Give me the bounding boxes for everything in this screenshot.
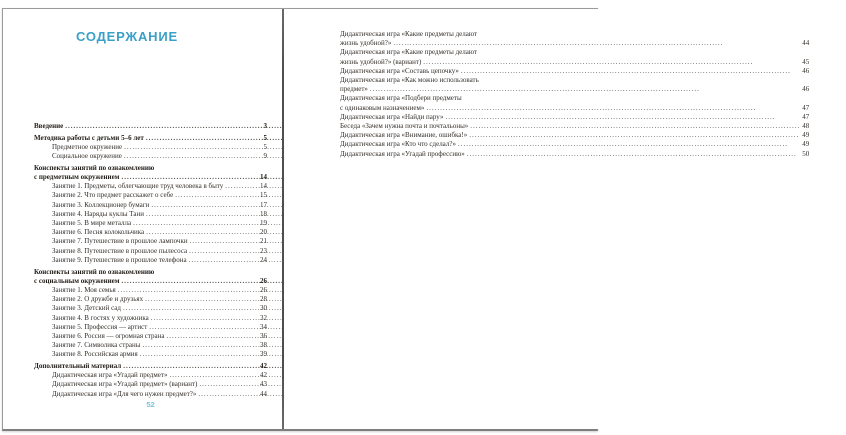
- toc-dotted-leader: [426, 104, 800, 113]
- toc-label: жизнь удобной?»: [340, 39, 392, 48]
- toc-page: 32: [260, 313, 267, 322]
- toc-page: 23: [260, 246, 267, 255]
- left-page: [3, 9, 282, 429]
- toc-row: [34, 332, 267, 341]
- toc-page: 48: [802, 122, 810, 131]
- toc-row: [34, 219, 267, 228]
- toc-label: Дидактическая игра «Какие предметы делают: [340, 30, 478, 38]
- toc-dotted-leader: [189, 256, 258, 265]
- toc-label: Дидактическая игра «Какие предметы делают: [340, 48, 478, 57]
- toc-row: [34, 323, 267, 332]
- toc-dotted-leader: [423, 58, 800, 67]
- toc-page: 18: [260, 209, 267, 218]
- toc-page: 43: [260, 380, 267, 389]
- toc-label: жизнь удобной?» (вариант): [340, 57, 422, 66]
- toc-row: [34, 341, 267, 350]
- toc-row: [340, 122, 809, 131]
- toc-page: 26: [260, 276, 267, 285]
- toc-dotted-leader: [370, 85, 800, 94]
- toc-dotted-leader: [467, 150, 800, 159]
- toc-page: 30: [260, 304, 267, 313]
- toc-page: 38: [260, 341, 267, 350]
- toc-label: Занятие 6. Песня колокольчика: [52, 228, 145, 237]
- toc-row: [34, 173, 267, 182]
- toc-row: [34, 134, 267, 143]
- toc-page: 46: [802, 85, 810, 94]
- toc-label: Дидактическая игра «Составь цепочку»: [340, 66, 459, 75]
- toc-dotted-leader: [458, 140, 800, 149]
- toc-row: [34, 122, 267, 131]
- toc-page: 42: [260, 362, 267, 371]
- toc-row: [34, 362, 267, 371]
- toc-label: Дидактическая игра «Угадай предмет» (вариант): [52, 380, 198, 389]
- toc-label: Занятие 3. Детский сад: [52, 304, 121, 313]
- toc-row: [340, 150, 809, 159]
- toc-label: с социальным окружением: [34, 276, 120, 285]
- toc-dotted-leader: [151, 201, 258, 210]
- toc-dotted-leader: [124, 143, 261, 152]
- toc-label: Дидактическая игра «Как можно использовать: [340, 76, 479, 85]
- toc-label: предмет»: [340, 85, 368, 94]
- toc-page: 44: [802, 39, 810, 48]
- toc-label: Методика работы с детьми 5–6 лет: [34, 133, 144, 142]
- toc-dotted-leader: [190, 237, 258, 246]
- toc-dotted-leader: [123, 362, 258, 371]
- toc-label: Конспекты занятий по ознакомлению: [34, 163, 155, 172]
- toc-page: 15: [260, 191, 267, 200]
- toc-dotted-leader: [470, 122, 800, 131]
- toc-dotted-leader: [146, 228, 258, 237]
- toc-label: Занятие 8. Путешествие в прошлое пылесоса: [52, 246, 188, 255]
- toc-label: Дидактическая игра «Кто что сделал?»: [340, 140, 456, 149]
- toc-label: с предметным окружением: [34, 173, 120, 182]
- toc-page: 34: [260, 322, 267, 331]
- toc-dotted-leader: [151, 314, 258, 323]
- toc-row: [34, 247, 267, 256]
- toc-row: [34, 210, 267, 219]
- toc-row: [34, 164, 267, 173]
- toc-dotted-leader: [140, 350, 258, 359]
- toc-label: Конспекты занятий по ознакомлению: [34, 267, 155, 276]
- toc-page: 49: [802, 131, 810, 140]
- toc-row: [34, 277, 267, 286]
- toc-dotted-leader: [189, 247, 258, 256]
- contents-title: СОДЕРЖАНИЕ: [76, 29, 178, 44]
- toc-label: Занятие 7. Путешествие в прошлое лампочки: [52, 237, 188, 246]
- page-number-folio: 52: [146, 400, 155, 409]
- toc-label: Занятие 1. Предметы, облегчающие труд человека в быту: [52, 182, 224, 191]
- toc-row: [340, 76, 809, 85]
- toc-dotted-leader: [124, 152, 262, 161]
- toc-row: [340, 30, 809, 39]
- toc-page: 46: [802, 66, 810, 75]
- toc-row: [34, 237, 267, 246]
- toc-page: 19: [260, 219, 267, 228]
- toc-label: с одинаковым назначением»: [340, 103, 425, 112]
- toc-dotted-leader: [445, 113, 800, 122]
- toc-label: Занятие 2. О дружбе и друзьях: [52, 295, 144, 304]
- toc-label: Предметное окружение: [52, 142, 123, 151]
- toc-row: [34, 314, 267, 323]
- toc-dotted-leader: [169, 371, 258, 380]
- toc-page: 42: [260, 371, 267, 380]
- toc-row: [34, 295, 267, 304]
- right-toc: [284, 30, 846, 159]
- toc-page: 28: [260, 295, 267, 304]
- toc-page: 24: [260, 255, 267, 264]
- toc-label: Занятие 8. Российская армия: [52, 350, 138, 359]
- toc-label: Дидактическая игра «Найди пару»: [340, 112, 444, 121]
- toc-label: Занятие 5. Профессия — артист: [52, 322, 148, 331]
- toc-row: [34, 371, 267, 380]
- toc-row: [340, 131, 809, 140]
- toc-row: [340, 58, 809, 67]
- toc-dotted-leader: [118, 286, 258, 295]
- toc-dotted-leader: [122, 277, 258, 286]
- toc-row: [34, 286, 267, 295]
- toc-page: 49: [802, 140, 810, 149]
- toc-dotted-leader: [123, 304, 258, 313]
- toc-row: [340, 67, 809, 76]
- toc-dotted-leader: [469, 131, 800, 140]
- toc-label: Занятие 4. В гостях у художника: [52, 313, 149, 322]
- toc-label: Дидактическая игра «Для чего нужен предмет?»: [52, 389, 197, 398]
- toc-dotted-leader: [167, 332, 258, 341]
- toc-label: Занятие 4. Наряды куклы Тани: [52, 209, 144, 218]
- toc-row: [34, 191, 267, 200]
- toc-label: Беседа «Зачем нужна почта и почтальоны»: [340, 122, 469, 131]
- toc-row: [340, 48, 809, 57]
- toc-dotted-leader: [142, 341, 258, 350]
- toc-page: 44: [260, 389, 267, 398]
- toc-dotted-leader: [146, 210, 258, 219]
- toc-row: [34, 380, 267, 389]
- toc-row: [34, 350, 267, 359]
- toc-page: 5: [263, 133, 267, 142]
- toc-dotted-leader: [149, 323, 258, 332]
- toc-page: 45: [802, 57, 810, 66]
- book-spread: [2, 8, 810, 431]
- toc-page: 3: [263, 122, 267, 130]
- toc-page: 36: [260, 331, 267, 340]
- toc-label: Социальное окружение: [52, 152, 122, 161]
- toc-page: 47: [802, 112, 810, 121]
- toc-label: Введение: [34, 122, 64, 130]
- toc-page: 47: [802, 103, 810, 112]
- toc-page: 21: [260, 237, 267, 246]
- right-page: [284, 9, 846, 429]
- toc-dotted-leader: [146, 134, 262, 143]
- toc-row: [34, 143, 267, 152]
- toc-label: Занятие 3. Коллекционер бумаги: [52, 200, 150, 209]
- toc-dotted-leader: [461, 67, 800, 76]
- toc-dotted-leader: [145, 295, 258, 304]
- toc-row: [34, 390, 267, 399]
- toc-label: Дидактическая игра «Подбери предметы: [340, 94, 462, 103]
- toc-label: Дидактическая игра «Внимание, ошибка!»: [340, 131, 468, 140]
- toc-row: [34, 182, 267, 191]
- toc-label: Занятие 2. Что предмет расскажет о себе: [52, 191, 174, 200]
- toc-page: 17: [260, 200, 267, 209]
- toc-page: 9: [263, 152, 267, 161]
- toc-dotted-leader: [175, 191, 258, 200]
- toc-page: 39: [260, 350, 267, 359]
- toc-label: Занятие 6. Россия — огромная страна: [52, 331, 165, 340]
- toc-dotted-leader: [393, 39, 800, 48]
- toc-label: Занятие 5. В мире металла: [52, 219, 132, 228]
- toc-page: 14: [260, 182, 267, 191]
- toc-page: 14: [260, 173, 267, 182]
- toc-row: [34, 304, 267, 313]
- toc-row: [340, 39, 809, 48]
- toc-row: [34, 256, 267, 265]
- toc-page: 5: [263, 142, 267, 151]
- toc-page: 26: [260, 285, 267, 294]
- toc-dotted-leader: [198, 390, 258, 399]
- toc-label: Занятие 7. Символика страны: [52, 341, 141, 350]
- toc-label: Дополнительный материал: [34, 362, 122, 371]
- toc-label: Дидактическая игра «Угадай профессию»: [340, 149, 465, 158]
- toc-dotted-leader: [199, 380, 258, 389]
- toc-label: Занятие 9. Путешествие в прошлое телефона: [52, 255, 187, 264]
- toc-dotted-leader: [121, 173, 258, 182]
- toc-label: Занятие 1. Моя семья: [52, 285, 116, 294]
- toc-row: [340, 113, 809, 122]
- toc-row: [340, 85, 809, 94]
- toc-row: [34, 228, 267, 237]
- toc-page: 20: [260, 228, 267, 237]
- toc-row: [340, 94, 809, 103]
- toc-row: [34, 201, 267, 210]
- left-toc: [3, 122, 282, 399]
- toc-dotted-leader: [133, 219, 258, 228]
- toc-row: [340, 104, 809, 113]
- toc-row: [34, 268, 267, 277]
- toc-label: Дидактическая игра «Угадай предмет»: [52, 371, 168, 380]
- toc-row: [34, 152, 267, 161]
- toc-dotted-leader: [65, 122, 261, 131]
- toc-row: [340, 140, 809, 149]
- toc-page: 50: [802, 149, 810, 158]
- toc-dotted-leader: [225, 182, 258, 191]
